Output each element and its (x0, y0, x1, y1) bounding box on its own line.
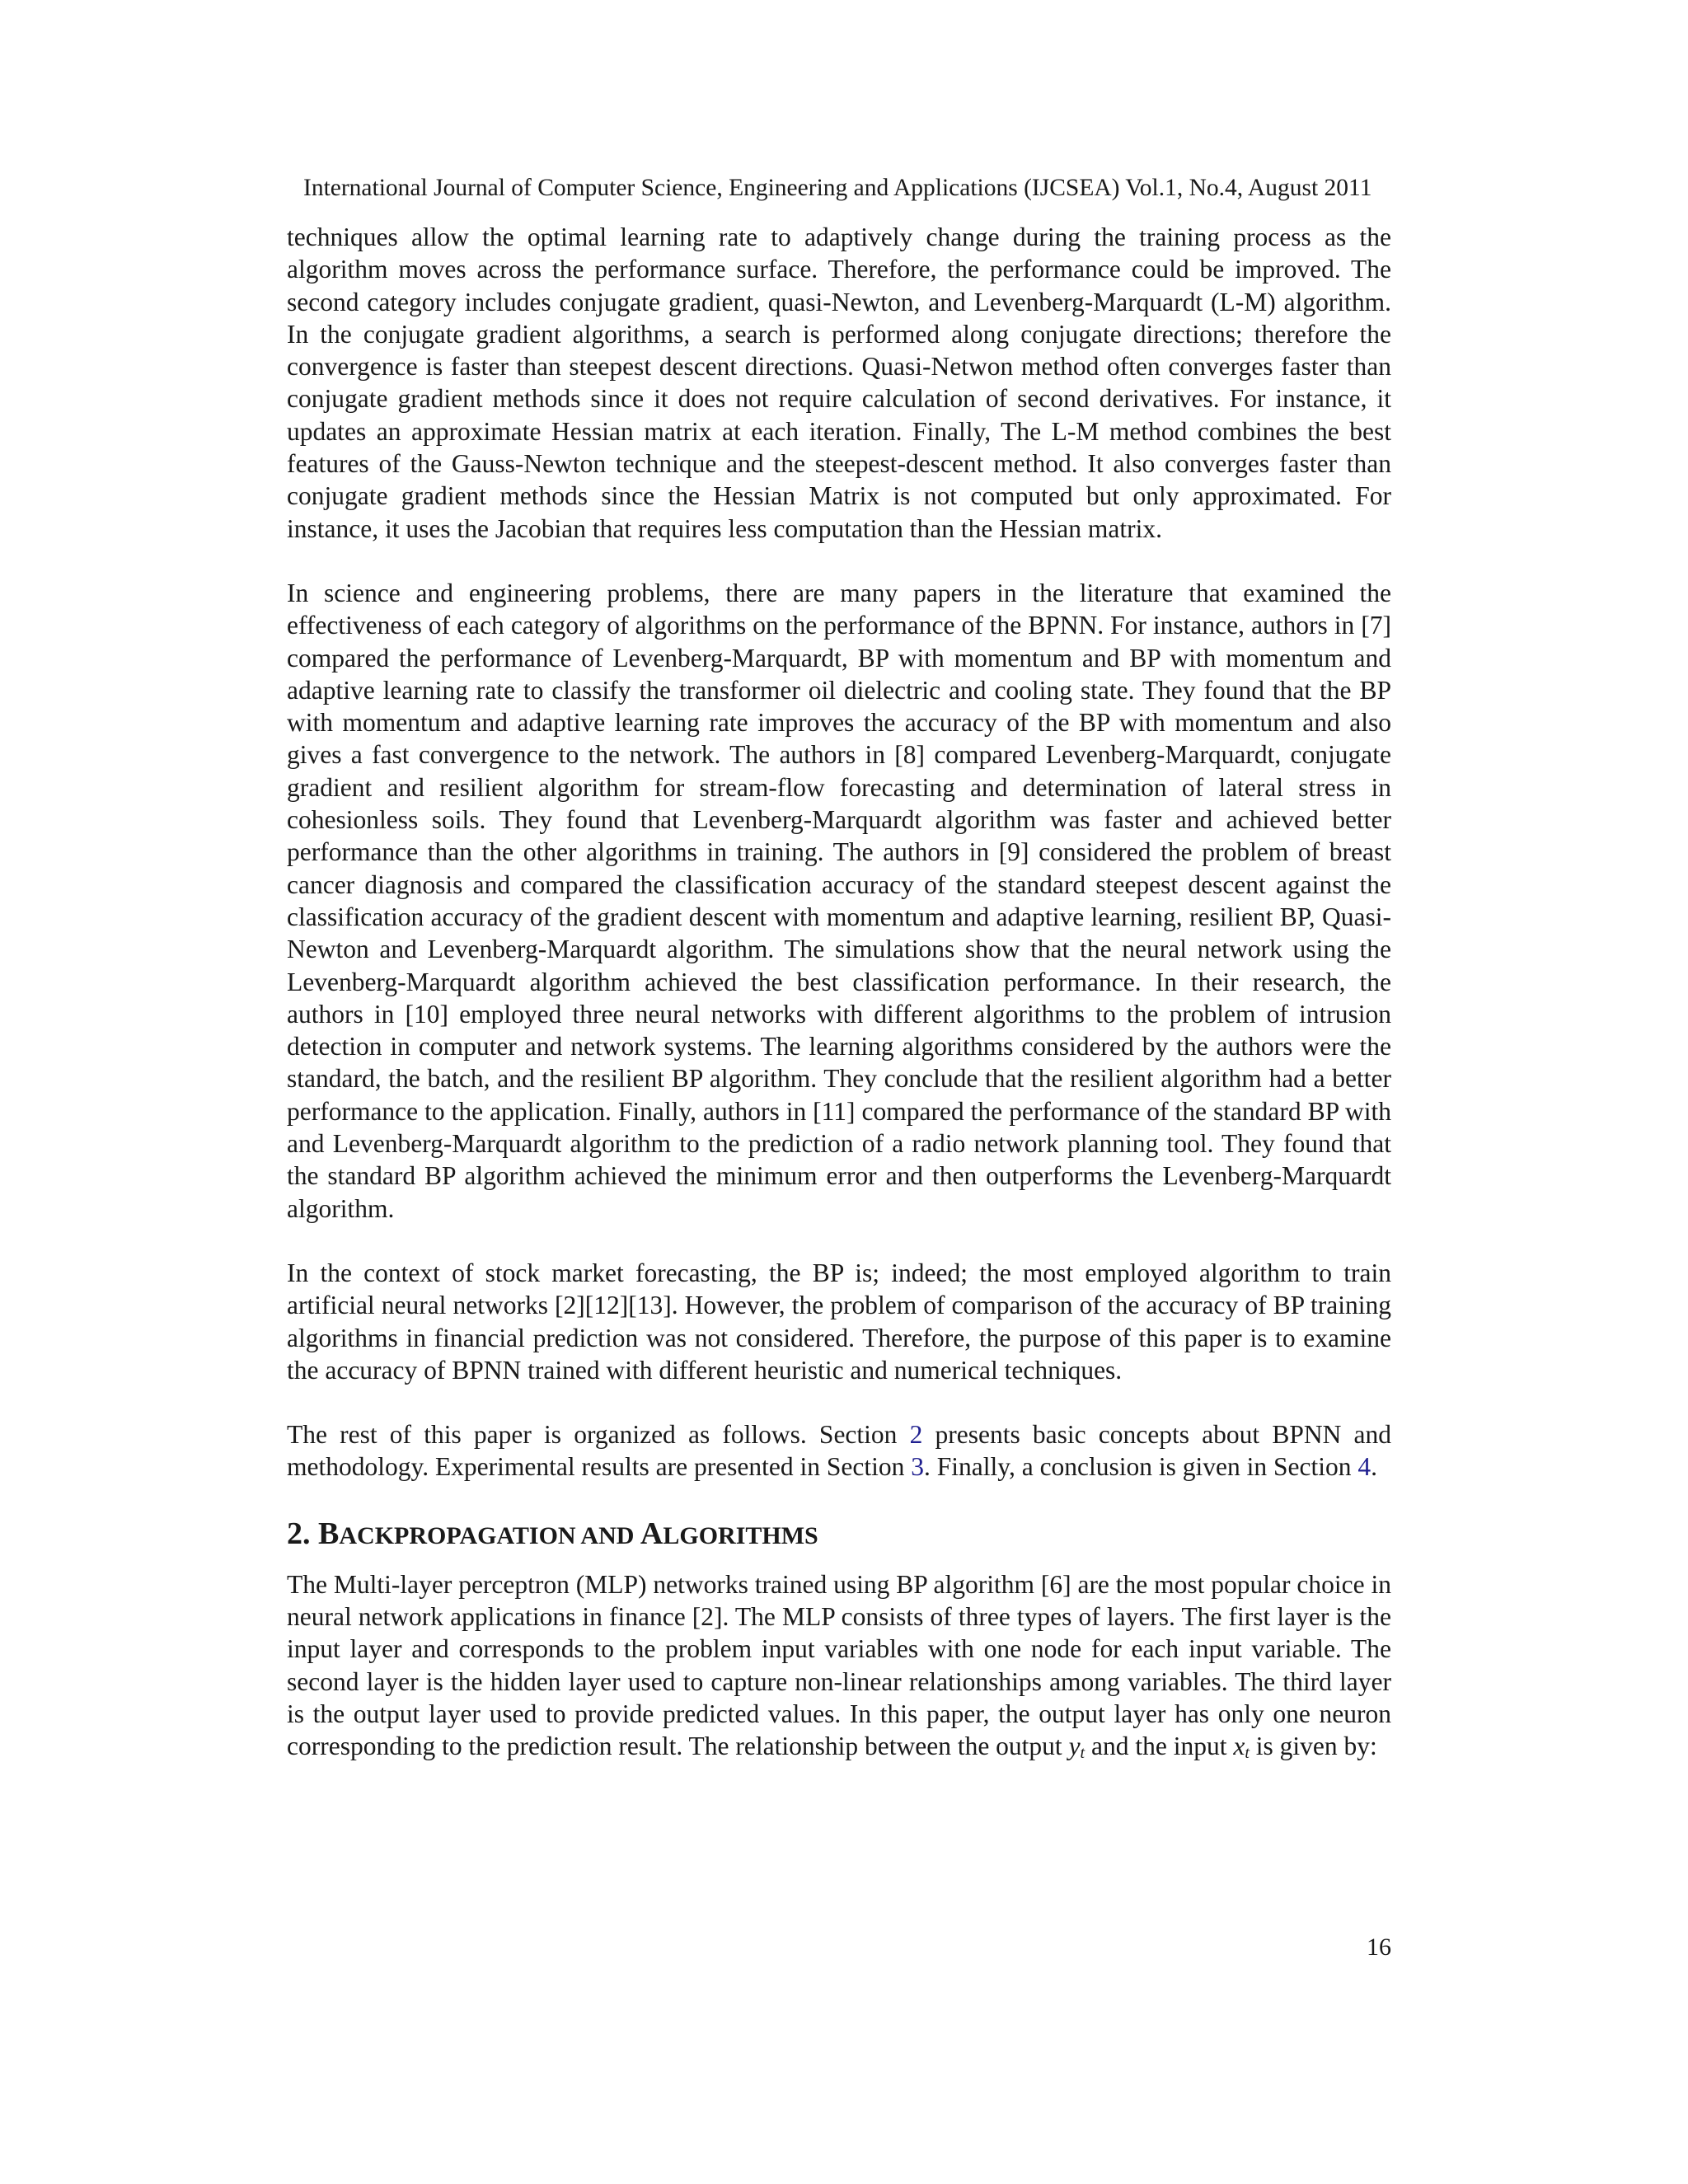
mlp-text-1: The Multi-layer perceptron (MLP) networks trained using BP algorithm [6] are the most popular choice in neural network applications in finance [2]. The MLP consists of three types of layers. The first layer is the input layer and corresponds to the problem input variables with one node for each input variable. The second layer is the hidden layer used to capture non-linear relationships among variables. The third layer is the output layer used to provide predicted values. In this paper, the output layer has only one neuron corresponding to the prediction result. The relationship between the output (287, 1569, 1391, 1761)
output-variable-subscript: t (1080, 1744, 1085, 1763)
mlp-text-3: is given by: (1249, 1732, 1377, 1761)
input-variable-symbol: x (1233, 1732, 1245, 1761)
section-heading-backpropagation (287, 1516, 1391, 1554)
section-3-link[interactable]: 3 (911, 1452, 924, 1482)
paragraph-mlp-description (287, 1568, 1391, 1763)
paragraph-stock-market-context: In the context of stock market forecasting, the BP is; indeed; the most employed algorithm to train artificial neural networks [2][12][13]. However, the problem of comparison of the accuracy of BP training algorithms in financial prediction was not considered. Therefore, the purpose of this paper is to examine the accuracy of BPNN trained with different heuristic and numerical techniques. (287, 1258, 1391, 1385)
paragraph-paper-organization (287, 1418, 1391, 1483)
section-title-initial-b: B (318, 1516, 340, 1551)
paragraph-literature-review: In science and engineering problems, there are many papers in the literature that examined the effectiveness of each category of algorithms on the performance of the BPNN. For instance, authors in [7] compared the performance of Levenberg-Marquardt, BP with momentum and BP with momentum and adaptive learning rate to classify the transformer oil dielectric and cooling state. They found that the BP with momentum and adaptive learning rate improves the accuracy of the BP with momentum and also gives a fast convergence to the network. The authors in [8] compared Levenberg-Marquardt, conjugate gradient and resilient algorithm for stream-flow forecasting and determination of lateral stress in cohesionless soils. They found that Levenberg-Marquardt algorithm was faster and achieved better performance than the other algorithms in training. The authors in [9] considered the problem of breast cancer diagnosis and compared the classification accuracy of the standard steepest descent against the classification accuracy of the gradient descent with momentum and adaptive learning, resilient BP, Quasi-Newton and Levenberg-Marquardt algorithm. The simulations show that the neural network using the Levenberg-Marquardt algorithm achieved the best classification performance. In their research, the authors in [10] employed three neural networks with different algorithms to the problem of intrusion detection in computer and network systems. The learning algorithms considered by the authors were the standard, the batch, and the resilient BP algorithm. They conclude that the resilient algorithm had a better performance to the application. Finally, authors in [11] compared the performance of the standard BP with and Levenberg-Marquardt algorithm to the prediction of a radio network planning tool. They found that the standard BP algorithm achieved the minimum error and then outperforms the Levenberg-Marquardt algorithm. (287, 578, 1391, 1223)
section-2-link[interactable]: 2 (909, 1420, 923, 1450)
page-number: 16 (1367, 1933, 1391, 1961)
output-variable-symbol: y (1068, 1732, 1081, 1761)
output-variable (1068, 1732, 1085, 1763)
input-variable (1233, 1732, 1250, 1763)
section-title-rest-2: LGORITHMS (663, 1521, 818, 1549)
organization-text-4: . (1371, 1452, 1378, 1482)
mlp-text-2: and the input (1085, 1732, 1234, 1761)
section-title-initial-a: A (640, 1516, 663, 1551)
input-variable-subscript: t (1245, 1744, 1250, 1763)
running-header: International Journal of Computer Science, Engineering and Applications (IJCSEA) Vol.1, No.4, August 2011 (303, 175, 1372, 201)
section-number: 2. (287, 1516, 311, 1551)
organization-text-2: presents basic concepts about BPNN and methodology. Experimental results are presented in Section (287, 1420, 1392, 1482)
organization-text-3: . Finally, a conclusion is given in Section (924, 1452, 1358, 1482)
body-text (287, 221, 1391, 1762)
paragraph-optimization-categories: techniques allow the optimal learning rate to adaptively change during the training process as the algorithm moves across the performance surface. Therefore, the performance could be improved. The second category includes conjugate gradient, quasi-Newton, and Levenberg-Marquardt (L-M) algorithm. In the conjugate gradient algorithms, a search is performed along conjugate directions; therefore the convergence is faster than steepest descent directions. Quasi-Netwon method often converges faster than conjugate gradient methods since it does not require calculation of second derivatives. For instance, it updates an approximate Hessian matrix at each iteration. Finally, The L-M method combines the best features of the Gauss-Newton technique and the steepest-descent method. It also converges faster than conjugate gradient methods since the Hessian Matrix is not computed but only approximated. For instance, it uses the Jacobian that requires less computation than the Hessian matrix. (287, 223, 1391, 543)
section-title-rest-1: ACKPROPAGATION AND (339, 1521, 640, 1549)
organization-text-1: The rest of this paper is organized as follows. Section (287, 1420, 910, 1450)
section-4-link[interactable]: 4 (1357, 1452, 1372, 1482)
